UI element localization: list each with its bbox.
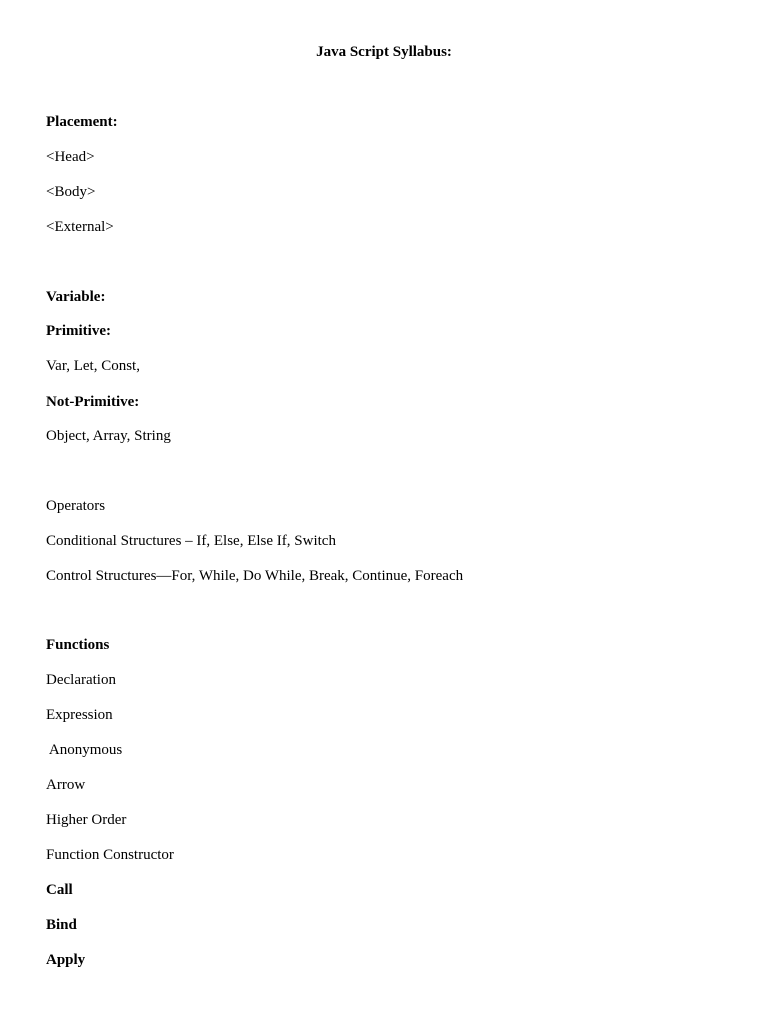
item-declaration: Declaration [46,672,116,688]
item-control-structures: Control Structures—For, While, Do While, Break, Continue, Foreach [46,568,464,584]
item-apply: Apply [46,952,86,968]
item-function-constructor: Function Constructor [46,847,174,863]
item-arrow: Arrow [46,777,86,793]
item-bind: Bind [46,917,77,933]
item-external: <External> [46,219,114,235]
item-primitive-types: Var, Let, Const, [46,358,140,374]
item-conditional-structures: Conditional Structures – If, Else, Else If, Switch [46,533,336,549]
heading-variable: Variable: [46,289,106,305]
item-not-primitive-types: Object, Array, String [46,428,171,444]
item-anonymous: Anonymous [46,742,123,758]
item-call: Call [46,882,73,898]
item-higher-order: Higher Order [46,812,127,828]
heading-primitive: Primitive: [46,323,111,339]
heading-functions: Functions [46,637,110,653]
item-head: <Head> [46,149,95,165]
item-operators: Operators [46,498,106,514]
heading-not-primitive: Not-Primitive: [46,394,140,410]
item-expression: Expression [46,707,113,723]
document-title: Java Script Syllabus: [316,44,452,60]
item-body: <Body> [46,184,96,200]
heading-placement: Placement: [46,114,118,130]
